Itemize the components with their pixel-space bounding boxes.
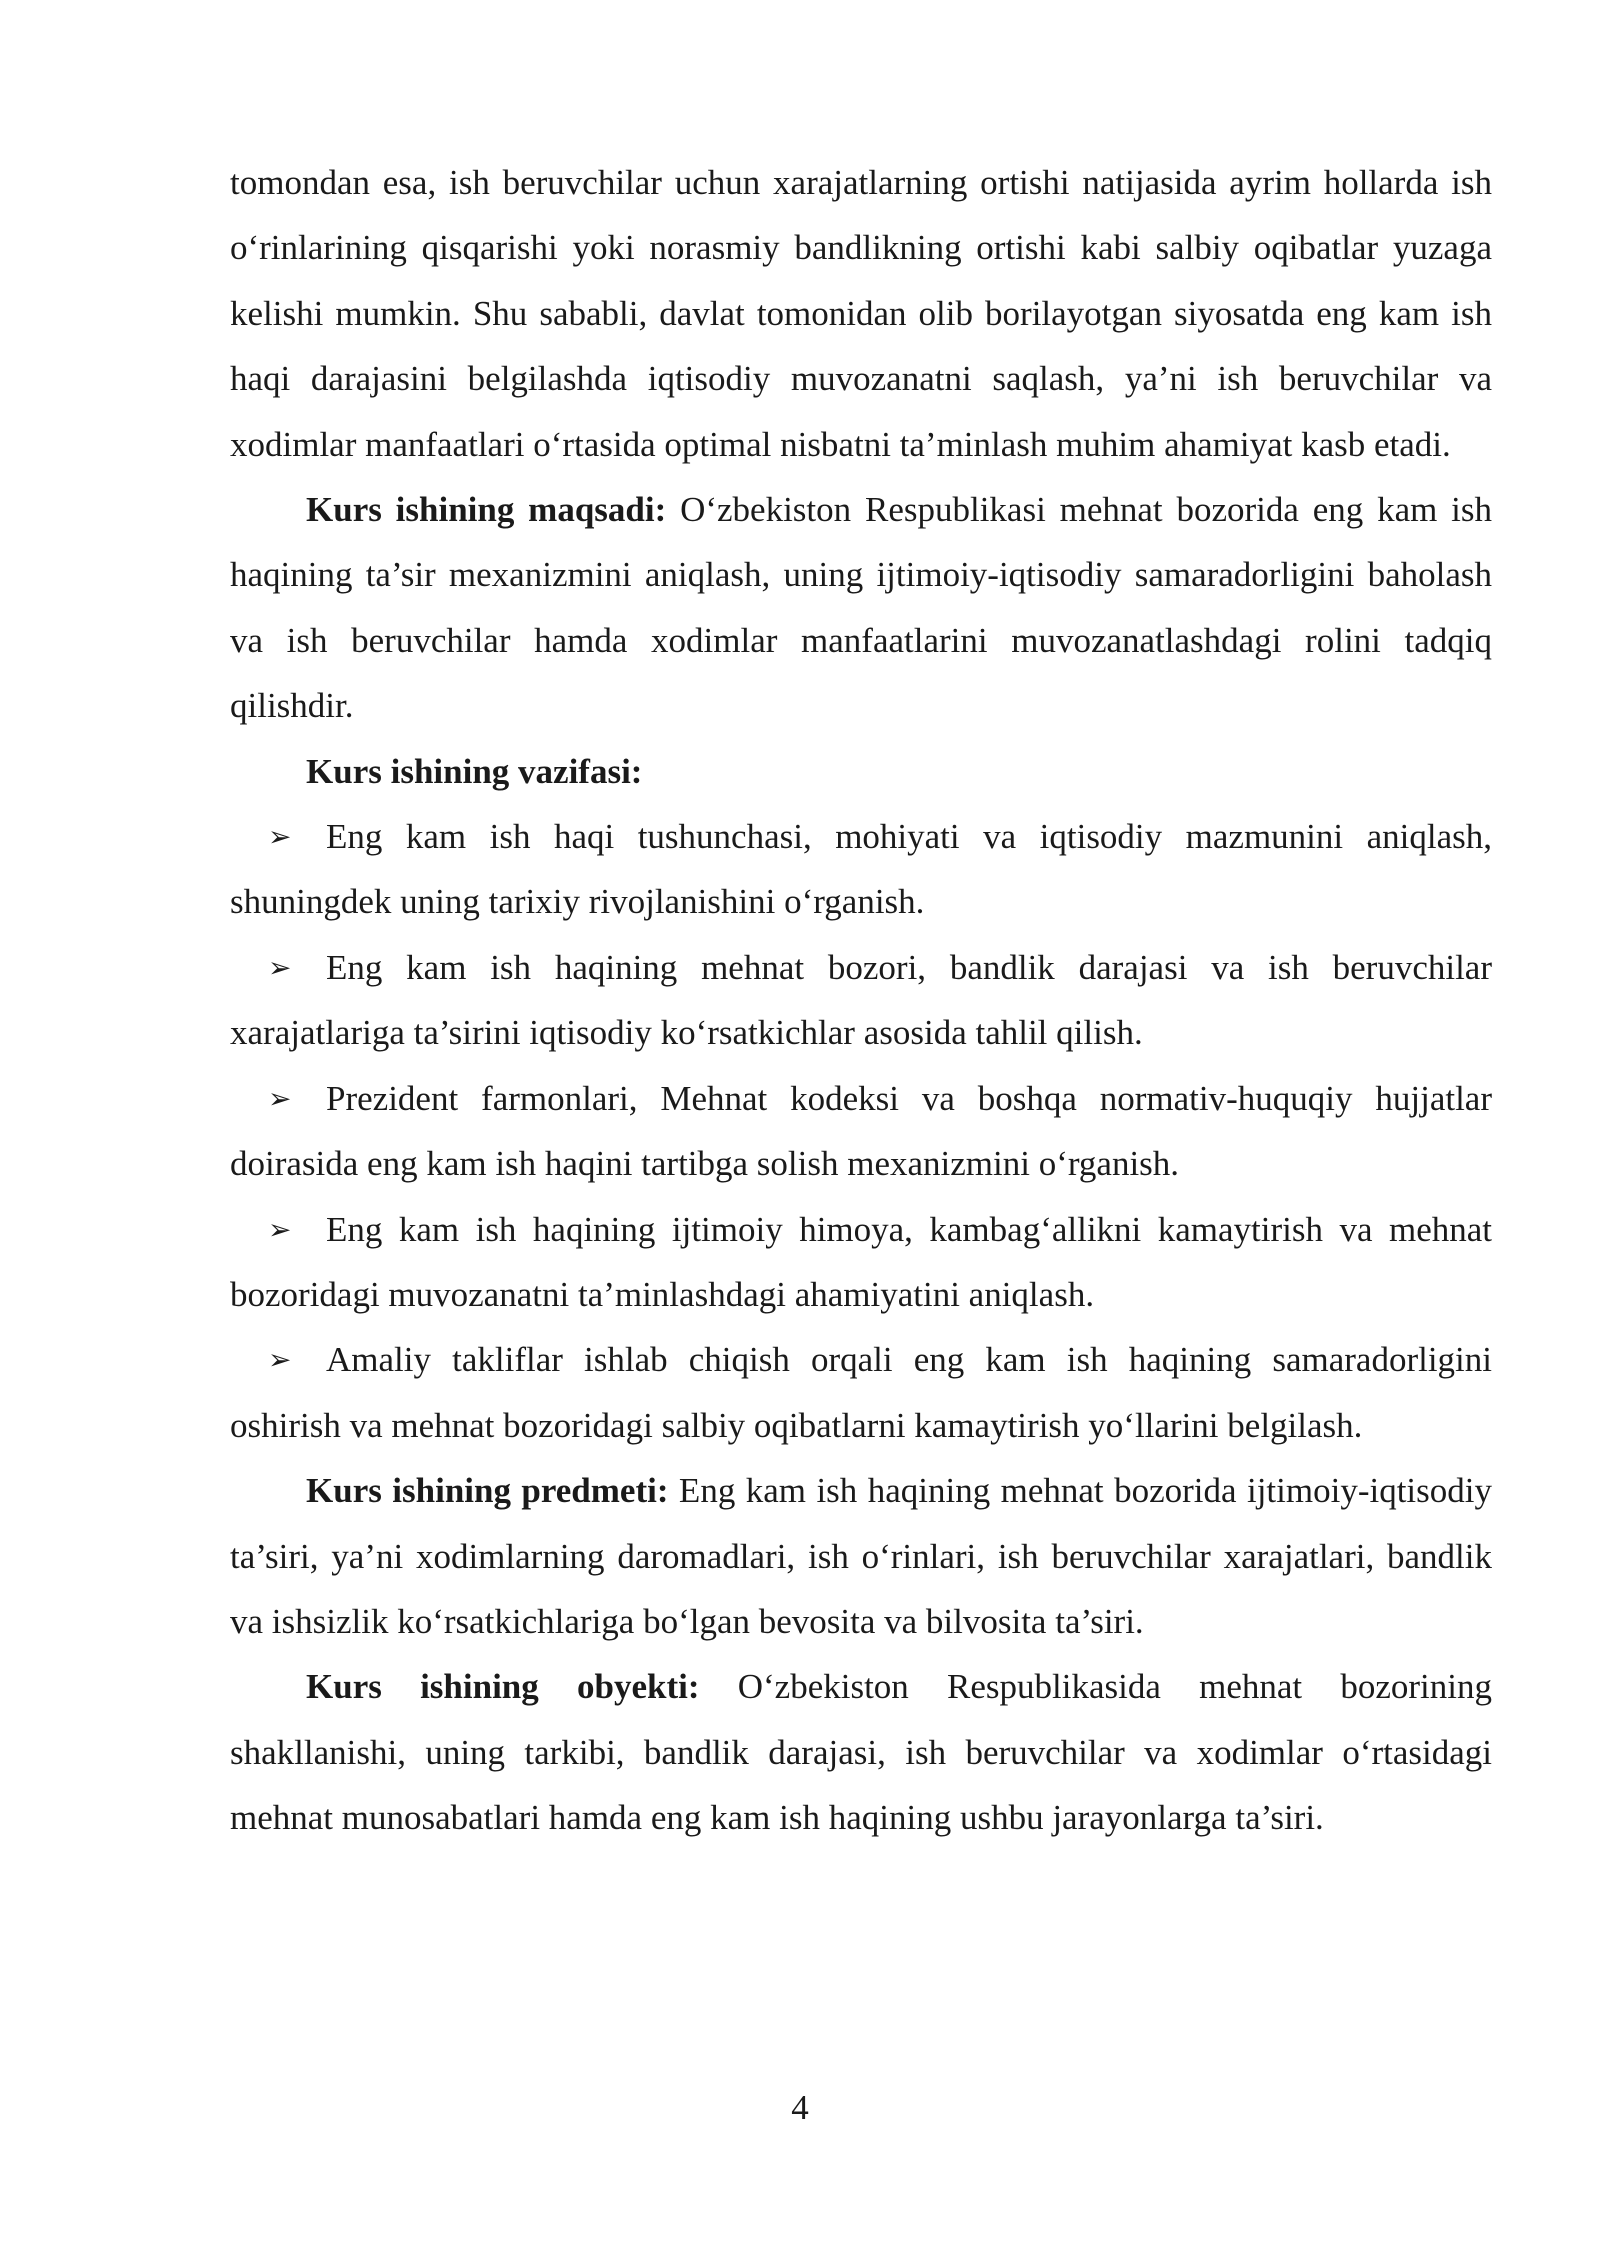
- task-item-5: [230, 1327, 1492, 1458]
- arrow-bullet-icon: ➢: [268, 1343, 292, 1377]
- page-number: 4: [791, 2088, 809, 2127]
- object-label: Kurs ishining obyekti:: [306, 1667, 700, 1707]
- task-item-3: [230, 1066, 1492, 1197]
- task-item-1: [230, 804, 1492, 935]
- page-body: [230, 150, 1492, 1851]
- task-item-text: Prezident farmonlari, Mehnat kodeksi va boshqa normativ-huquqiy hujjatlar doirasida eng kam ish haqini tartibga solish mexanizmini o‘rganish.: [230, 1078, 1492, 1184]
- task-item-text: Amaliy takliflar ishlab chiqish orqali eng kam ish haqining samaradorligini oshirish va mehnat bozoridagi salbiy oqibatlarni kamaytirish yo‘llarini belgilash.: [230, 1340, 1492, 1445]
- goal-paragraph: [230, 477, 1492, 739]
- goal-text: O‘zbekiston Respublikasi mehnat bozorida eng kam ish haqining ta’sir mexanizmini aniqlash, uning ijtimoiy-iqtisodiy samaradorligini baholash va ish beruvchilar hamda xodimlar manfaatlarini muvozanatlashdagi rolini tadqiq qilishdir.: [230, 490, 1492, 726]
- task-item-2: [230, 935, 1492, 1066]
- object-paragraph: [230, 1654, 1492, 1850]
- arrow-bullet-icon: ➢: [268, 950, 292, 984]
- task-item-text: Eng kam ish haqining ijtimoiy himoya, kambag‘allikni kamaytirish va mehnat bozoridagi muvozanatni ta’minlashdagi ahamiyatini aniqlash.: [230, 1209, 1492, 1314]
- task-item-text: Eng kam ish haqi tushunchasi, mohiyati va iqtisodiy mazmunini aniqlash, shuningdek uning tarixiy rivojlanishini o‘rganish.: [230, 817, 1492, 922]
- subject-label: Kurs ishining predmeti:: [306, 1471, 669, 1511]
- object-text: O‘zbekiston Respublikasida mehnat bozorining shakllanishi, uning tarkibi, bandlik darajasi, ish beruvchilar va xodimlar o‘rtasidagi mehnat munosabatlari hamda eng kam ish haqining ushbu jarayonlarga ta’siri.: [230, 1667, 1492, 1838]
- arrow-bullet-icon: ➢: [268, 820, 292, 854]
- subject-text: Eng kam ish haqining mehnat bozorida ijtimoiy-iqtisodiy ta’siri, ya’ni xodimlarning daromadlari, ish o‘rinlari, ish beruvchilar xarajatlari, bandlik va ishsizlik ko‘rsatkichlariga bo‘lgan bevosita va bilvosita ta’siri.: [230, 1471, 1492, 1641]
- goal-label: Kurs ishining maqsadi:: [306, 490, 667, 530]
- intro-paragraph: tomondan esa, ish beruvchilar uchun xarajatlarning ortishi natijasida ayrim hollarda ish o‘rinlarining qisqarishi yoki norasmiy bandlikning ortishi kabi salbiy oqibatlar yuzaga kelishi mumkin. Shu sababli, davlat tomonidan olib borilayotgan siyosatda eng kam ish haqi darajasini belgilashda iqtisodiy muvozanatni saqlash, ya’ni ish beruvchilar va xodimlar manfaatlari o‘rtasida optimal nisbatni ta’minlash muhim ahamiyat kasb etadi.: [230, 163, 1492, 464]
- task-item-text: Eng kam ish haqining mehnat bozori, bandlik darajasi va ish beruvchilar xarajatlariga ta’sirini iqtisodiy ko‘rsatkichlar asosida tahlil qilish.: [230, 947, 1492, 1053]
- task-item-4: [230, 1197, 1492, 1328]
- tasks-label: Kurs ishining vazifasi:: [306, 751, 643, 791]
- arrow-bullet-icon: ➢: [268, 1081, 292, 1115]
- arrow-bullet-icon: ➢: [268, 1212, 292, 1246]
- subject-paragraph: [230, 1458, 1492, 1654]
- tasks-heading: [230, 739, 1492, 804]
